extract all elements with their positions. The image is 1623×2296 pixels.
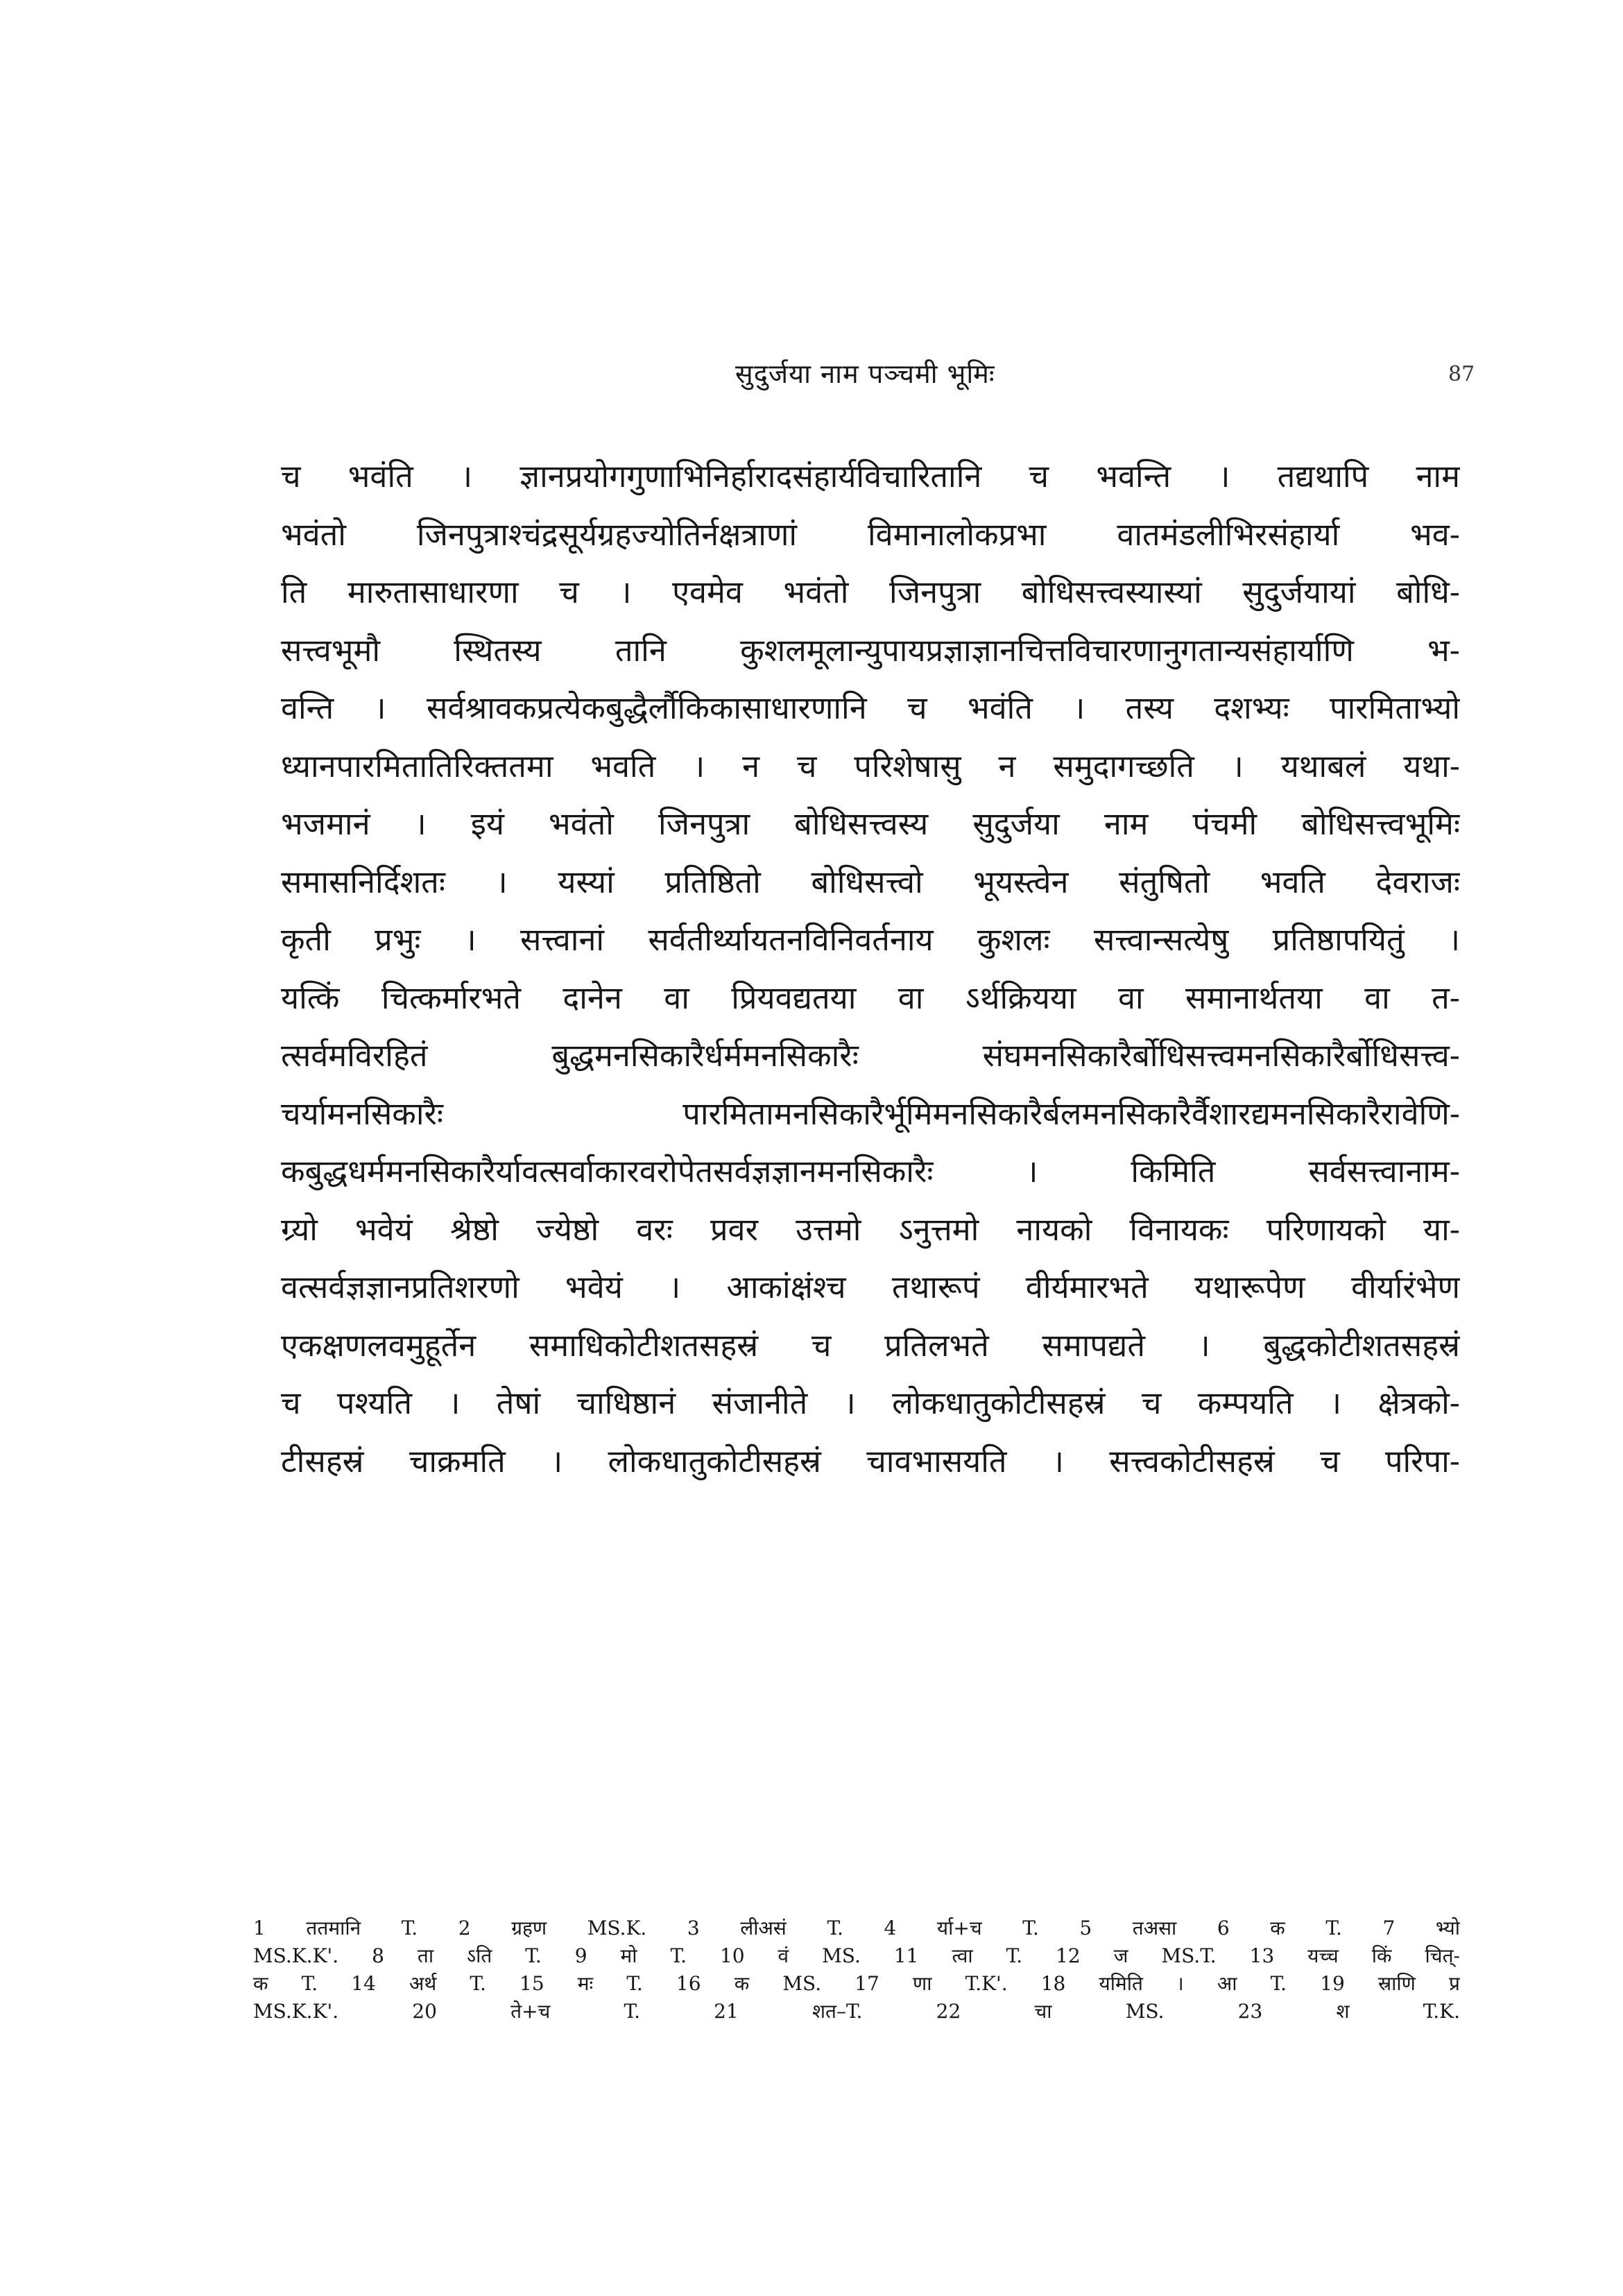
text-line: कबुद्धधर्ममनसिकारैर्यावत्सर्वाकारवरोपेतसर्वज्ञज्ञानमनसिकारैः । किमिति सर्वसत्त्वानाम-	[281, 1153, 1460, 1190]
text-line: त्सर्वमविरहितं बुद्धमनसिकारैर्धर्ममनसिकारैः संघमनसिकारैर्बोधिसत्त्वमनसिकारैर्बोधिसत्त्व-	[281, 1037, 1460, 1074]
footnotes	[253, 1914, 1460, 2025]
text-line: भवंतो जिनपुत्राश्चंद्रसूर्यग्रहज्योतिर्नक्षत्राणां विमानालोकप्रभा वातमंडलीभिरसंहार्या भव-	[281, 515, 1460, 553]
running-title: सुदुर्जया नाम पञ्चमी भूमिः	[735, 359, 995, 389]
footnote-line: 1 ततमानि T. 2 ग्रहण MS.K. 3 लीअसं T. 4 र्या+च T. 5 तअसा 6 क T. 7 भ्यो	[253, 1917, 1460, 1939]
footnote-line: MS.K.K'. 8 ता ऽति T. 9 मो T. 10 वं MS. 11 त्वा T. 12 ज MS.T. 13 यच्च किं चित्-	[253, 1944, 1460, 1967]
text-line: सत्त्वभूमौ स्थितस्य तानि कुशलमूलान्युपायप्रज्ञाज्ञानचित्तविचारणानुगतान्यसंहार्याणि भ-	[281, 631, 1460, 669]
text-line: च भवंति । ज्ञानप्रयोगगुणाभिनिर्हारादसंहार्यविचारितानि च भवन्ति । तद्यथापि नाम	[281, 458, 1460, 495]
text-line: ति मारुतासाधारणा च । एवमेव भवंतो जिनपुत्रा बोधिसत्त्वस्यास्यां सुदुर्जयायां बोधि-	[281, 574, 1460, 610]
page-number: 87	[1448, 362, 1475, 386]
text-line: ग्र्यो भवेयं श्रेष्ठो ज्येष्ठो वरः प्रवर उत्तमो ऽनुत्तमो नायको विनायकः परिणायको या-	[281, 1210, 1460, 1248]
text-line: समासनिर्दिशतः । यस्यां प्रतिष्ठितो बोधिसत्त्वो भूयस्त्वेन संतुषितो भवति देवराजः	[281, 863, 1460, 900]
text-line: वन्ति । सर्वश्रावकप्रत्येकबुद्धैर्लौकिकासाधारणानि च भवंति । तस्य दशभ्यः पारमिताभ्यो	[281, 689, 1460, 726]
text-line: च पश्यति । तेषां चाधिष्ठानं संजानीते । लोकधातुकोटीसहस्रं च कम्पयति । क्षेत्रको-	[281, 1385, 1460, 1421]
text-line: एकक्षणलवमुहूर्तेन समाधिकोटीशतसहस्रं च प्रतिलभते समापद्यते । बुद्धकोटीशतसहस्रं	[281, 1326, 1460, 1364]
text-line: वत्सर्वज्ञज्ञानप्रतिशरणो भवेयं । आकांक्षंश्च तथारूपं वीर्यमारभते यथारूपेण वीर्यारंभेण	[281, 1269, 1460, 1305]
text-line: ध्यानपारमितातिरिक्ततमा भवति । न च परिशेषासु न समुदागच्छति । यथाबलं यथा-	[281, 747, 1460, 785]
text-line: यत्किं चित्कर्मारभते दानेन वा प्रियवद्यतया वा ऽर्थक्रियया वा समानार्थतया वा त-	[281, 979, 1460, 1016]
text-line: चर्यामनसिकारैः पारमितामनसिकारैर्भूमिमनसिकारैर्बलमनसिकारैर्वैशारद्यमनसिकारैरावेणि-	[281, 1095, 1460, 1132]
footnote-line: MS.K.K'. 20 ते+च T. 21 शत–T. 22 चा MS. 23 श T.K.	[253, 2000, 1460, 2023]
text-line: भजमानं । इयं भवंतो जिनपुत्रा बोधिसत्त्वस्य सुदुर्जया नाम पंचमी बोधिसत्त्वभूमिः	[281, 805, 1460, 842]
body-text	[281, 447, 1460, 1490]
running-head	[0, 355, 1623, 397]
footnote-line: क T. 14 अर्थ T. 15 मः T. 16 क MS. 17 णा T.K'. 18 यमिति । आ T. 19 स्राणि प्र	[253, 1972, 1460, 1995]
text-line: टीसहस्रं चाक्रमति । लोकधातुकोटीसहस्रं चावभासयति । सत्त्वकोटीसहस्रं च परिपा-	[281, 1442, 1460, 1480]
text-line: कृती प्रभुः । सत्त्वानां सर्वतीर्थ्यायतनविनिवर्तनाय कुशलः सत्त्वान्सत्येषु प्रतिष्ठापयितुं ।	[281, 921, 1460, 958]
